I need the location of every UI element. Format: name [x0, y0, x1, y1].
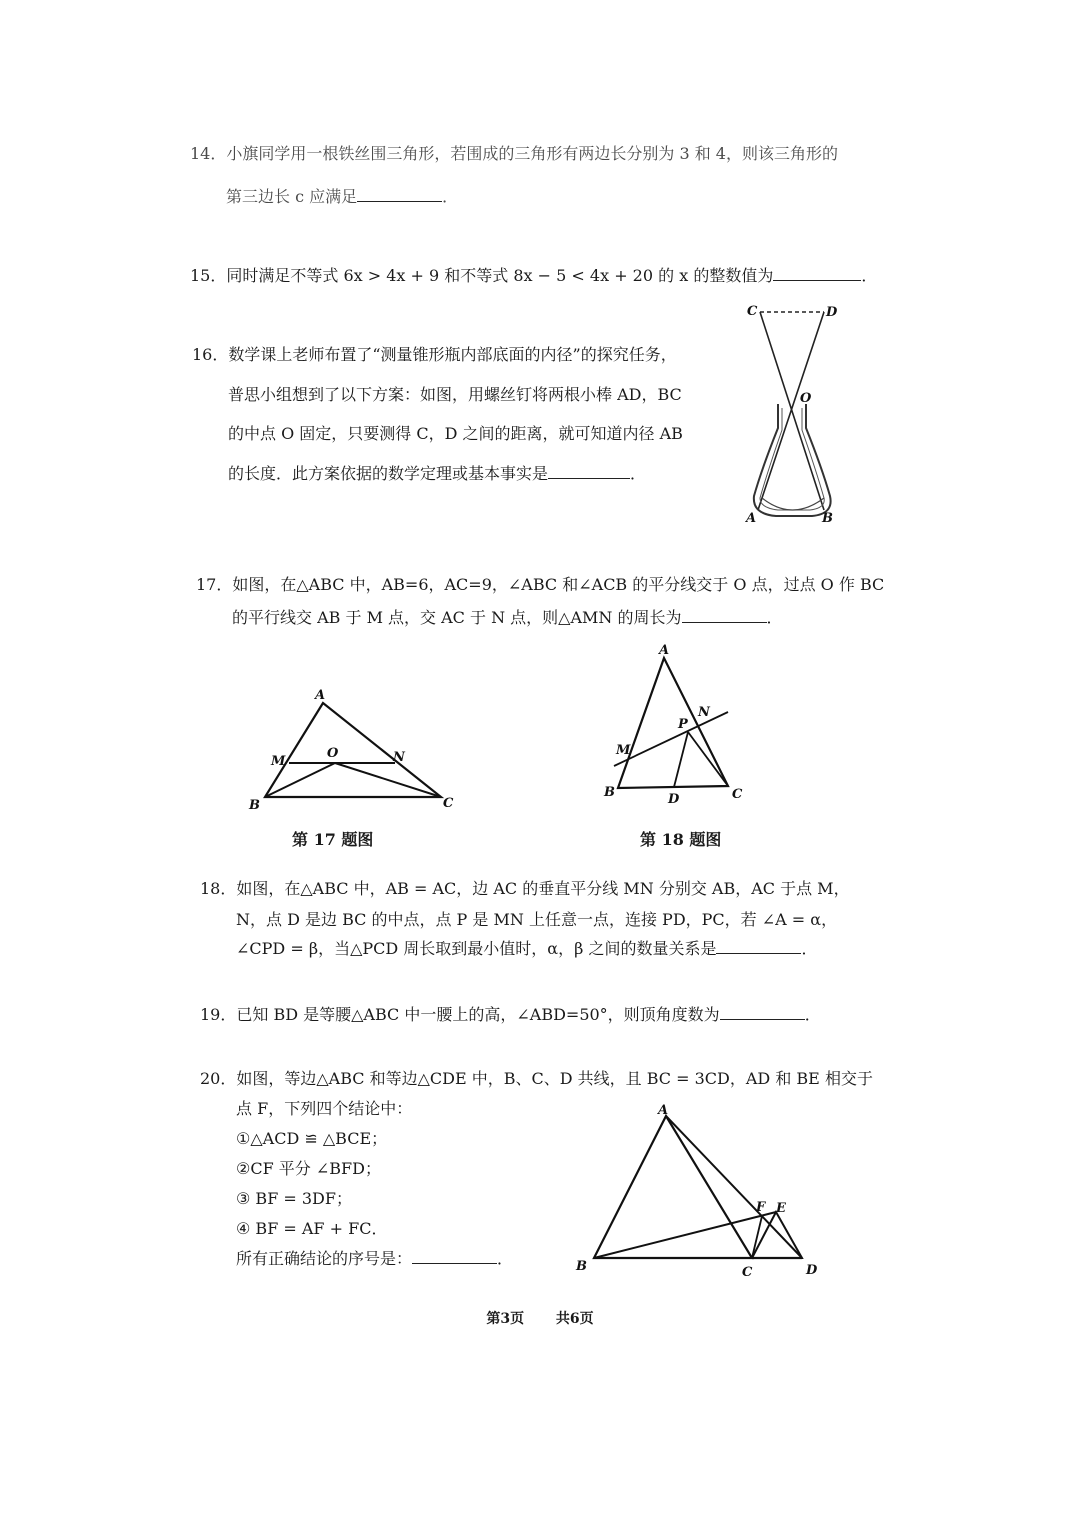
q17-label-o: O	[327, 746, 339, 761]
q20-triangle-abc	[594, 1116, 752, 1258]
q14-line1: 14．小旗同学用一根铁丝围三角形，若围成的三角形有两边长分别为 3 和 4，则该三角形的	[190, 144, 838, 163]
q20-label-b: B	[576, 1259, 587, 1274]
q17-caption: 第 17 题图	[292, 830, 374, 849]
q20-label-d: D	[806, 1263, 818, 1278]
q18-label-p: P	[678, 717, 688, 732]
q16-label-a: A	[746, 511, 757, 526]
q17-line2: 的平行线交 AB 于 M 点，交 AC 于 N 点，则△AMN 的周长为 ．	[232, 608, 783, 627]
q20-conclusion-2: ②CF 平分 ∠BFD；	[236, 1159, 381, 1178]
q20-figure	[572, 1100, 832, 1285]
q17-line-co	[335, 763, 441, 797]
q18-line-pd	[674, 732, 688, 787]
q16-line1: 16．数学课上老师布置了“测量锥形瓶内部底面的内径”的探究任务，	[192, 345, 677, 364]
q18-label-a: A	[659, 643, 670, 658]
q16-flask-figure	[740, 300, 840, 530]
q16-label-b: B	[822, 511, 833, 526]
q16-label-o: O	[800, 391, 812, 406]
q17-label-a: A	[315, 688, 326, 703]
q18-line-mn	[614, 712, 728, 766]
q14-answer-blank[interactable]	[357, 187, 442, 202]
q20-label-a: A	[658, 1103, 669, 1118]
q17-label-m: M	[271, 754, 286, 769]
q16-answer-blank[interactable]	[548, 464, 630, 479]
q18-answer-blank[interactable]	[716, 939, 801, 954]
q20-conclusion-4: ④ BF = AF + FC．	[236, 1219, 388, 1238]
q16-line2: 普思小组想到了以下方案：如图，用螺丝钉将两根小棒 AD，BC	[228, 385, 682, 404]
q16-line3: 的中点 O 固定，只要测得 C，D 之间的距离，就可知道内径 AB	[228, 424, 683, 443]
q17-figure	[245, 685, 465, 815]
q18-label-n: N	[698, 705, 710, 720]
q20-ask: 所有正确结论的序号是： ．	[236, 1249, 514, 1268]
q18-caption: 第 18 题图	[640, 830, 722, 849]
q14-line2: 第三边长 c 应满足 ．	[226, 187, 459, 206]
q20-line-ad	[666, 1116, 802, 1258]
q17-answer-blank[interactable]	[682, 608, 767, 623]
q16-flask	[754, 404, 831, 516]
q17-label-b: B	[249, 798, 260, 813]
q19-answer-blank[interactable]	[720, 1005, 805, 1020]
q20-line2: 点 F，下列四个结论中：	[236, 1099, 413, 1118]
q17-triangle-abc	[265, 703, 441, 797]
q16-line4: 的长度．此方案依据的数学定理或基本事实是 ．	[228, 464, 647, 483]
q17-label-n: N	[393, 750, 405, 765]
q20-label-e: E	[776, 1201, 786, 1216]
q18-triangle-abc	[618, 658, 728, 788]
q18-line-pc	[688, 732, 728, 786]
q18-line1: 18．如图，在△ABC 中，AB = AC，边 AC 的垂直平分线 MN 分别交 AB，AC 于点 M，	[200, 879, 850, 898]
q16-label-d: D	[826, 305, 838, 320]
q20-conclusion-3: ③ BF = 3DF；	[236, 1189, 352, 1208]
q17-label-c: C	[443, 796, 454, 811]
q16-flask-base	[762, 498, 824, 510]
q18-line2: N，点 D 是边 BC 的中点，点 P 是 MN 上任意一点，连接 PD，PC，若 ∠A = α，	[236, 910, 838, 929]
q20-label-c: C	[742, 1265, 753, 1280]
q19-line1: 19．已知 BD 是等腰△ABC 中一腰上的高，∠ABD=50°，则顶角度数为 ．	[200, 1005, 821, 1024]
q18-label-b: B	[604, 785, 615, 800]
q15-answer-blank[interactable]	[773, 266, 861, 281]
q18-figure	[598, 640, 758, 810]
q18-line3: ∠CPD = β，当△PCD 周长取到最小值时，α，β 之间的数量关系是 ．	[236, 939, 818, 958]
q17-line1: 17．如图，在△ABC 中，AB=6，AC=9，∠ABC 和∠ACB 的平分线交于 O 点，过点 O 作 BC	[196, 575, 885, 594]
q18-label-m: M	[616, 743, 631, 758]
page-number: 第3页	[486, 1311, 525, 1327]
q16-label-c: C	[747, 304, 758, 319]
q15-line1: 15．同时满足不等式 6x > 4x + 9 和不等式 8x − 5 < 4x + 20 的 x 的整数值为 ．	[190, 266, 878, 285]
q20-label-f: F	[756, 1200, 766, 1215]
q20-answer-blank[interactable]	[412, 1249, 497, 1264]
page-footer	[0, 1308, 1080, 1328]
q20-conclusion-1: ①△ACD ≌ △BCE；	[236, 1129, 388, 1148]
q16-flask-inner	[760, 408, 824, 510]
q20-line1: 20．如图，等边△ABC 和等边△CDE 中，B、C、D 共线，且 BC = 3CD，AD 和 BE 相交于	[200, 1069, 873, 1088]
q18-label-c: C	[732, 787, 743, 802]
q20-line-cf	[752, 1216, 762, 1258]
q18-label-d: D	[668, 792, 680, 807]
page-total: 共6页	[555, 1311, 594, 1327]
